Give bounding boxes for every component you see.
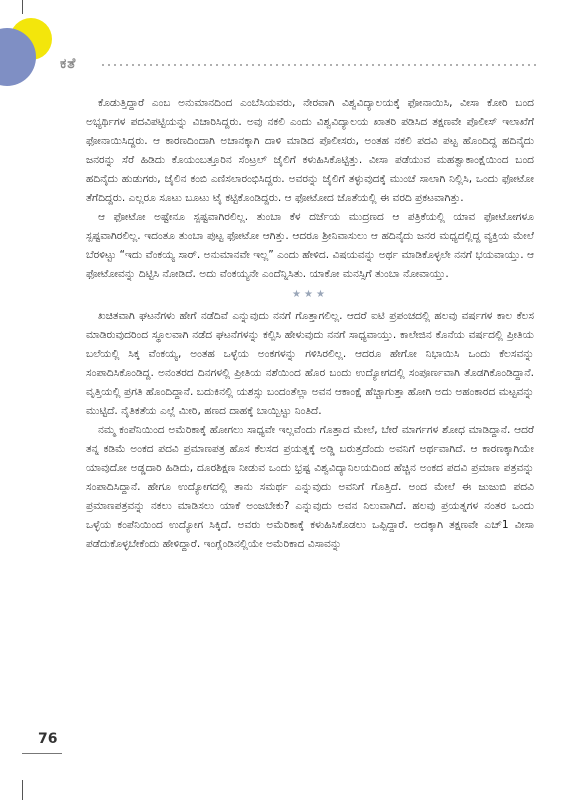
paragraph: ಖಚಿತವಾಗಿ ಘಟನೆಗಳು ಹೇಗೆ ನಡೆದಿವೆ ಎನ್ನುವುದು ನನಗೆ ಗೊತ್ತಾಗಲಿಲ್ಲ. ಆದರೆ ಐಟಿ ಪ್ರಪಂಚದಲ್ಲಿ ಹಲವು ವರ್ಷಗಳ ಕಾಲ ಕೆಲಸ ಮಾಡಿರುವುದರಿಂದ ಸ್ಥೂಲವಾಗಿ ನಡೆದ ಘಟನೆಗಳನ್ನು ಕಲ್ಪಿಸಿ ಹೇಳುವುದು ನನಗೆ ಸಾಧ್ಯವಾಯ್ತು. ಕಾಲೇಜಿನ ಕೊನೆಯ ವರ್ಷದಲ್ಲಿ ಪ್ರೀತಿಯ ಬಲೆಯಲ್ಲಿ ಸಿಕ್ಕ ವೆಂಕಯ್ಯ, ಅಂತಹ ಒಳ್ಳೆಯ ಅಂಕಗಳನ್ನು ಗಳಿಸಿರಲಿಲ್ಲ. ಆದರೂ ಹೇಗೋ ನಿಭಾಯಿಸಿ ಒಂದು ಕೆಲಸವನ್ನು ಸಂಪಾದಿಸಿಕೊಂಡಿದ್ದ. ಅನಂತರದ ದಿನಗಳಲ್ಲಿ ಪ್ರೀತಿಯ ನಶೆಯಿಂದ ಹೊರ ಬಂದು ಉದ್ಯೋಗದಲ್ಲಿ ಸಂಪೂರ್ಣವಾಗಿ ತೊಡಗಿಕೊಂಡಿದ್ದಾನೆ. ವೃತ್ತಿಯಲ್ಲಿ ಪ್ರಗತಿ ಹೊಂದಿದ್ದಾನೆ. ಬದುಕಿನಲ್ಲಿ ಯಶಸ್ಸು ಬಂದಂತೆಲ್ಲಾ ಅವನ ಆಕಾಂಕ್ಷೆ ಹೆಚ್ಚಾಗುತ್ತಾ ಹೋಗಿ ಅದು ಅಹಂಕಾರದ ಮಟ್ಟವನ್ನು ಮುಟ್ಟಿದೆ. ನೈತಿಕತೆಯ ಎಲ್ಲೆ ಮೀರಿ, ಹಣದ ದಾಹಕ್ಕೆ ಬಾಯ್ಬಿಟ್ಟು ನಿಂತಿದೆ. (86, 310, 534, 417)
footer-rule (22, 753, 62, 754)
crop-mark-bottom-left (22, 780, 23, 800)
dotted-rule (100, 64, 540, 66)
crop-mark-top-left (22, 0, 23, 14)
paragraph: ಕೊಡುತ್ತಿದ್ದಾರೆ ಎಂಬ ಅನುಮಾನದಿಂದ ಎಂಬೆಸಿಯವರು, ನೇರವಾಗಿ ವಿಶ್ವವಿದ್ಯಾಲಯಕ್ಕೆ ಫೋನಾಯಿಸಿ, ವೀಸಾ ಕೋರಿ ಬಂದ ಅಭ್ಯರ್ಥಿಗಳ ಪದವಿಪಟ್ಟಿಯನ್ನು ವಿಚಾರಿಸಿದ್ದರು. ಅವು ನಕಲಿ ಎಂದು ವಿಶ್ವವಿದ್ಯಾಲಯ ಖಾತರಿ ಪಡಿಸಿದ ತಕ್ಷಣವೇ ಪೊಲೀಸ್ ಇಲಾಖೆಗೆ ಫೋನಾಯಿಸಿದ್ದರು. ಆ ಕಾರಣದಿಂದಾಗಿ ಅಚಾನಕ್ಕಾಗಿ ದಾಳಿ ಮಾಡಿದ ಪೊಲೀಸರು, ಅಂತಹ ನಕಲಿ ಪದವಿ ಪಟ್ಟ ಹೊಂದಿದ್ದ ಹದಿನೈದು ಜನರನ್ನು ಸೆರೆ ಹಿಡಿದು ಕೊಯಂಬತ್ತೂರಿನ ಸೆಂಟ್ರಲ್ ಜೈಲಿಗೆ ಕಳುಹಿಸಿಕೊಟ್ಟಿತ್ತು. ವೀಸಾ ಪಡೆಯುವ ಮಹತ್ವಾಕಾಂಕ್ಷೆಯಿಂದ ಬಂದ ಹದಿನೈದು ಹುಡುಗರು, ಜೈಲಿನ ಕಂಬಿ ಎಣಿಸಲಾರಂಭಿಸಿದ್ದರು. ಅವರನ್ನು ಜೈಲಿಗೆ ತಳ್ಳುವುದಕ್ಕೆ ಮುಂಚೆ ಸಾಲಾಗಿ ನಿಲ್ಲಿಸಿ, ಒಂದು ಫೋಟೋ ತೆಗೆದಿದ್ದರು. ಎಲ್ಲರೂ ಸೂಟು ಬೂಟು ಟೈ ಕಟ್ಟಿಕೊಂಡಿದ್ದರು. ಆ ಫೋಟೋದ ಜೊತೆಯಲ್ಲಿ ಈ ವರದಿ ಪ್ರಕಟವಾಗಿತ್ತು. (86, 97, 534, 204)
article-body (86, 94, 534, 554)
paragraph: ನಮ್ಮ ಕಂಪೆನಿಯಿಂದ ಅಮೆರಿಕಾಕ್ಕೆ ಹೋಗಲು ಸಾಧ್ಯವೇ ಇಲ್ಲವೆಂದು ಗೊತ್ತಾದ ಮೇಲೆ, ಬೇರೆ ಮಾರ್ಗಗಳ ಶೋಧ ಮಾಡಿದ್ದಾನೆ. ಆದರೆ ತನ್ನ ಕಡಿಮೆ ಅಂಕದ ಪದವಿ ಪ್ರಮಾಣಪತ್ರ ಹೊಸ ಕೆಲಸದ ಪ್ರಯತ್ನಕ್ಕೆ ಅಡ್ಡಿ ಬರುತ್ತದೆಂದು ಅವನಿಗೆ ಅರ್ಥವಾಗಿದೆ. ಆ ಕಾರಣಕ್ಕಾಗಿಯೇ ಯಾವುದೋ ಅಡ್ಡದಾರಿ ಹಿಡಿದು, ದೂರಶಿಕ್ಷಣ ನೀಡುವ ಒಂದು ಭ್ರಷ್ಟ ವಿಶ್ವವಿದ್ಯಾನಿಲಯದಿಂದ ಹೆಚ್ಚಿನ ಅಂಕದ ಪದವಿ ಪ್ರಮಾಣ ಪತ್ರವನ್ನು ಸಂಪಾದಿಸಿದ್ದಾನೆ. ಹೇಗೂ ಉದ್ಯೋಗದಲ್ಲಿ ತಾನು ಸಮರ್ಥ ಎನ್ನುವುದು ಅವನಿಗೆ ಗೊತ್ತಿದೆ. ಅಂದ ಮೇಲೆ ಈ ಜುಜುಬಿ ಪದವಿ ಪ್ರಮಾಣಪತ್ರವನ್ನು ನಕಲು ಮಾಡಿಸಲು ಯಾಕೆ ಅಂಜಬೇಕು? ಎನ್ನುವುದು ಅವನ ನಿಲುವಾಗಿದೆ. ಹಲವು ಪ್ರಯತ್ನಗಳ ನಂತರ ಒಂದು ಒಳ್ಳೆಯ ಕಂಪೆನಿಯಿಂದ ಉದ್ಯೋಗ ಸಿಕ್ಕಿದೆ. ಅವರು ಅಮೆರಿಕಾಕ್ಕೆ ಕಳುಹಿಸಿಕೊಡಲು ಒಪ್ಪಿದ್ದಾರೆ. ಅದಕ್ಕಾಗಿ ತಕ್ಷಣವೇ ಎಚ್1 ವೀಸಾ ಪಡೆದುಕೊಳ್ಳಬೇಕೆಂದು ಹೇಳಿದ್ದಾರೆ. ಇಂಗ್ಲೆಂಡಿನಲ್ಲಿಯೇ ಅಮೆರಿಕಾದ ವಿಸಾವನ್ನು (86, 424, 534, 550)
section-label: ಕತೆ (60, 56, 77, 72)
section-separator: ★★★ (292, 289, 328, 300)
page-number: 76 (38, 731, 58, 747)
paragraph: ಆ ಫೋಟೋ ಅಷ್ಟೇನೂ ಸ್ಪಷ್ಟವಾಗಿರಲಿಲ್ಲ. ತುಂಬಾ ಕೆಳ ದರ್ಜೆಯ ಮುದ್ರಣದ ಆ ಪತ್ರಿಕೆಯಲ್ಲಿ ಯಾವ ಫೋಟೋಗಳೂ ಸ್ಪಷ್ಟವಾಗಿರಲಿಲ್ಲ. ಇದಂತೂ ತುಂಬಾ ಪುಟ್ಟ ಫೋಟೋ ಆಗಿತ್ತು. ಆದರೂ ಶ್ರೀನಿವಾಸುಲು ಆ ಹದಿನೈದು ಜನರ ಮಧ್ಯದಲ್ಲಿದ್ದ ವ್ಯಕ್ತಿಯ ಮೇಲೆ ಬೆರಳಿಟ್ಟು “ಇದು ವೆಂಕಯ್ಯ ಸಾರ್. ಅನುಮಾನವೇ ಇಲ್ಲ” ಎಂದು ಹೇಳಿದ. ವಿಷಯವನ್ನು ಅರ್ಥ ಮಾಡಿಕೊಳ್ಳಲೇ ನನಗೆ ಭಯವಾಯ್ತು. ಆ ಫೋಟೋವನ್ನು ದಿಟ್ಟಿಸಿ ನೋಡಿದೆ. ಅದು ವೆಂಕಯ್ಯನೇ ಎಂದೆನ್ನಿಸಿತು. ಯಾಕೋ ಮನಸ್ಸಿಗೆ ತುಂಬಾ ನೋವಾಯ್ತು. (86, 211, 534, 280)
